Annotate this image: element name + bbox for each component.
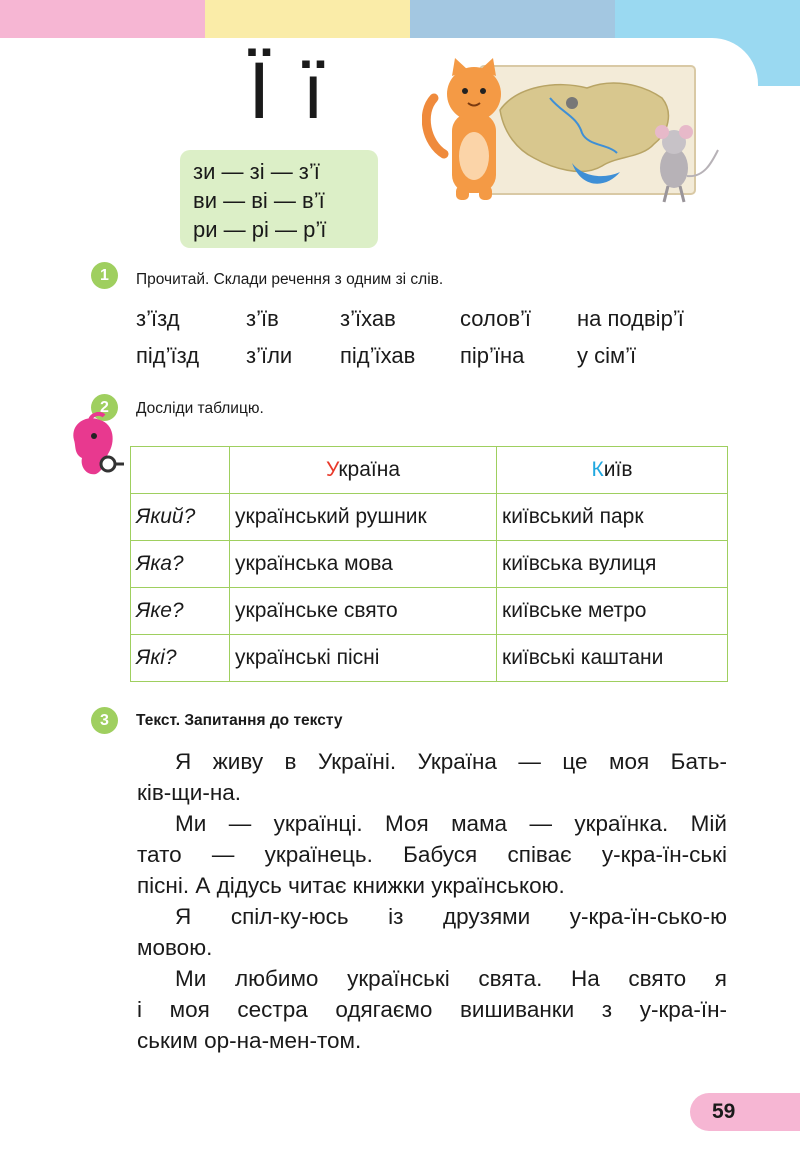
table-corner-cell	[131, 447, 230, 494]
question-cell: Яка?	[131, 541, 230, 588]
word: з’їв	[246, 306, 279, 331]
table-header-kyiv	[497, 447, 728, 494]
text-line: Ми любимо українські свята. На свято я	[175, 966, 727, 991]
ukraine-adjective-cell: українське свято	[230, 588, 497, 635]
word: під’їзд	[136, 343, 200, 368]
word: з’їзд	[136, 306, 180, 331]
kyiv-adjective-cell: київський парк	[497, 494, 728, 541]
word: на подвір’ї	[577, 306, 684, 331]
kyiv-adjective-cell: київські каштани	[497, 635, 728, 682]
table-row	[131, 541, 728, 588]
word: з’їли	[246, 343, 293, 368]
page-number: 59	[712, 1100, 736, 1123]
text-line: Я живу в Україні. Україна — це моя Бать-	[175, 749, 727, 774]
table-header-row	[131, 447, 728, 494]
text-line: мовою.	[137, 935, 213, 960]
kyiv-adjective-cell: київська вулиця	[497, 541, 728, 588]
word: з’їхав	[340, 306, 396, 331]
highlight-letter: У	[325, 458, 339, 481]
word: солов’ї	[460, 306, 532, 331]
word: пір’їна	[460, 343, 525, 368]
text-line: тато — українець. Бабуся співає у-кра-їн-ські	[137, 842, 727, 867]
top-band-yellow	[205, 0, 410, 38]
ukraine-adjective-cell: українські пісні	[230, 635, 497, 682]
syllable-line: ри — рі — р’ї	[193, 217, 327, 242]
letter-heading: Ї ї	[248, 47, 328, 136]
ukraine-adjective-cell: українська мова	[230, 541, 497, 588]
syllable-line: зи — зі — з’ї	[193, 159, 320, 184]
task-number-badge: 1	[91, 262, 118, 289]
header-text: країна	[338, 458, 401, 481]
kyiv-adjective-cell: київське метро	[497, 588, 728, 635]
table-row	[131, 588, 728, 635]
task-number-badge: 3	[91, 707, 118, 734]
text-line: і моя сестра одягаємо вишиванки з у-кра-їн-	[137, 997, 727, 1022]
syllable-line: ви — ві — в’ї	[193, 188, 325, 213]
table-row	[131, 635, 728, 682]
text-line: ським ор-на-мен-том.	[137, 1028, 362, 1053]
cat-mouse-map-illustration	[422, 58, 722, 208]
task-instruction: Досліди таблицю.	[136, 400, 264, 417]
word: у сім’ї	[577, 343, 637, 368]
question-cell: Яке?	[131, 588, 230, 635]
table-header-ukraine	[230, 447, 497, 494]
page-number-tab	[690, 1093, 800, 1131]
cat-icon	[426, 58, 501, 200]
adjectives-table	[130, 446, 728, 682]
top-band-blue	[410, 0, 615, 38]
word: під’їхав	[340, 343, 416, 368]
text-line: Я спіл-ку-юсь із друзями у-кра-їн-сько-ю	[175, 904, 727, 929]
question-cell: Які?	[131, 635, 230, 682]
pink-creature-magnifier-icon	[64, 412, 126, 478]
question-cell: Який?	[131, 494, 230, 541]
task-title: Текст. Запитання до тексту	[136, 712, 343, 729]
task-number-badge: 2	[91, 394, 118, 421]
top-band-pink	[0, 0, 205, 38]
text-line: ків-щи-на.	[137, 780, 242, 805]
text-line: пісні. А дідусь читає книжки українською.	[137, 873, 565, 898]
highlight-letter: К	[591, 458, 604, 481]
ukraine-adjective-cell: український рушник	[230, 494, 497, 541]
text-line: Ми — українці. Моя мама — українка. Мій	[175, 811, 727, 836]
header-text: иїв	[603, 458, 633, 481]
table-row	[131, 494, 728, 541]
task-instruction: Прочитай. Склади речення з одним зі слів.	[136, 271, 444, 288]
